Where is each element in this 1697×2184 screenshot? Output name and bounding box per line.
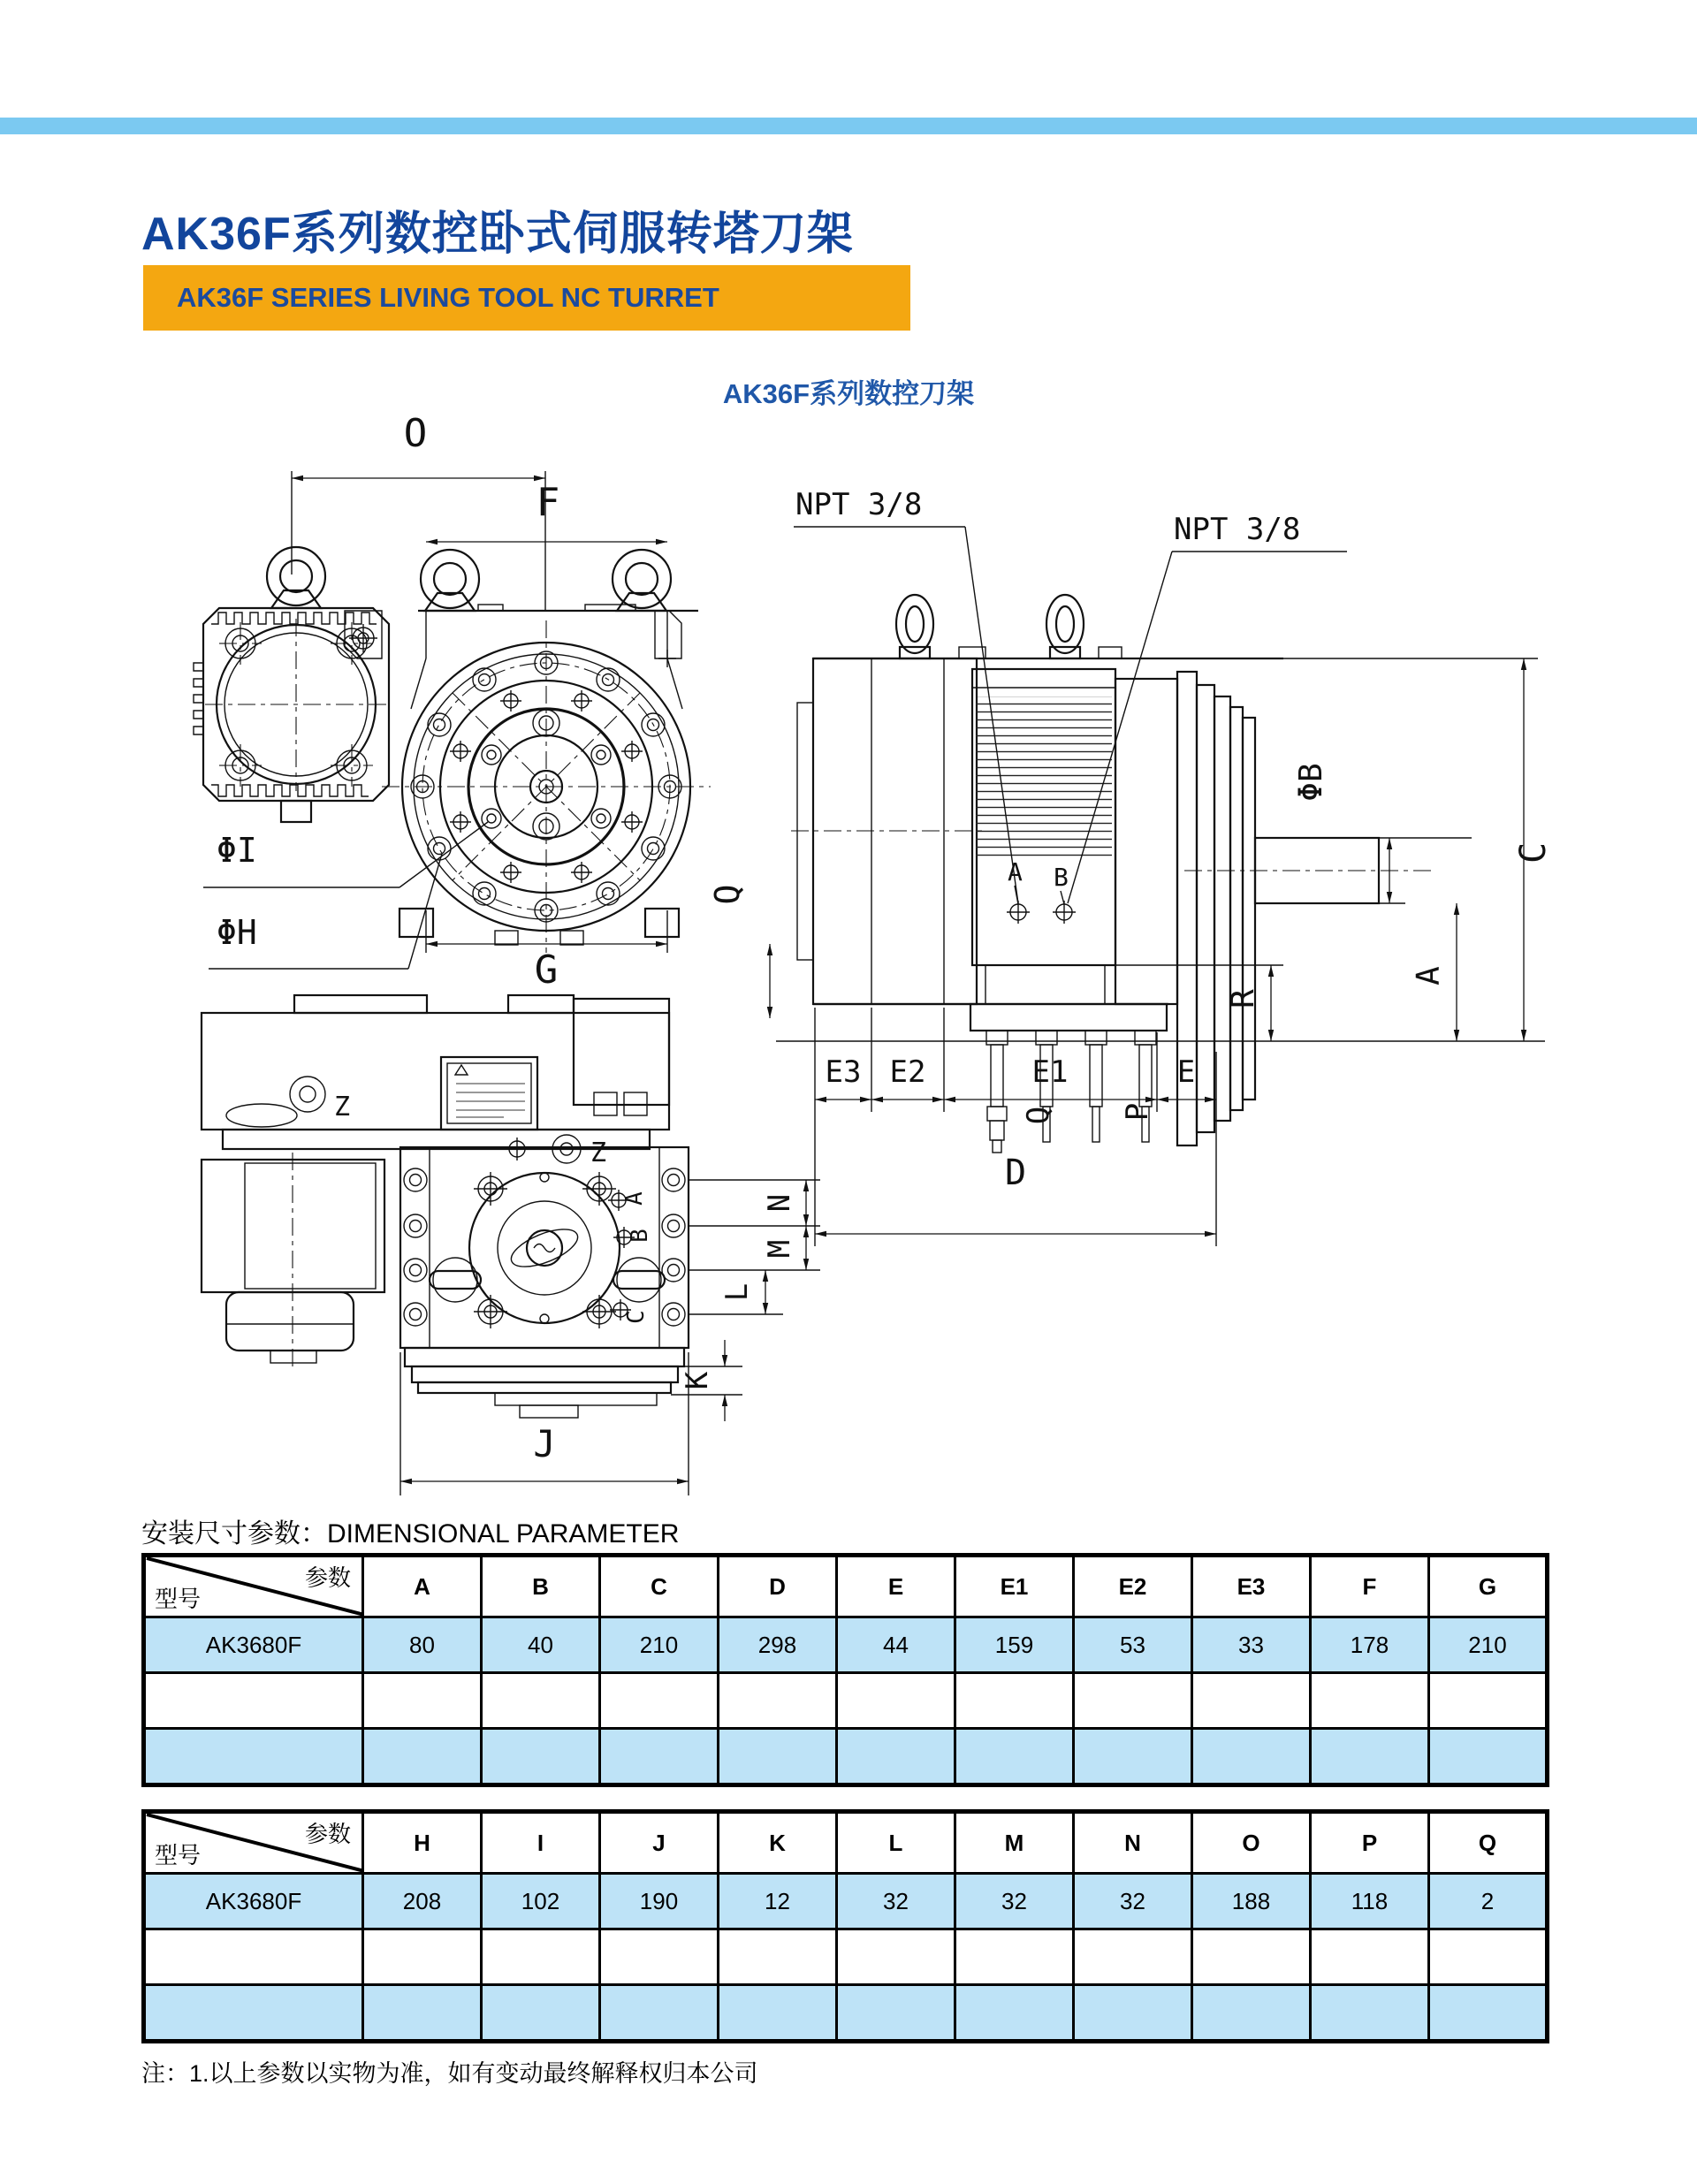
empty-cell: [719, 1729, 837, 1785]
table2-header-row: [144, 1812, 1548, 1874]
table2-col-header: H: [363, 1812, 482, 1874]
table1-header-row: [144, 1556, 1548, 1617]
dim-label-q-side: Q: [1021, 1106, 1056, 1125]
empty-cell: [1429, 1729, 1548, 1785]
value-cell: 298: [719, 1617, 837, 1673]
empty-cell: [837, 1929, 955, 1985]
empty-cell: [1192, 1929, 1311, 1985]
table2-col-header: O: [1192, 1812, 1311, 1874]
section-heading-en: DIMENSIONAL PARAMETER: [327, 1519, 680, 1549]
port-label-c2: C: [623, 1310, 650, 1324]
empty-cell: [144, 1929, 363, 1985]
value-cell: 118: [1311, 1874, 1429, 1929]
empty-cell: [719, 1985, 837, 2042]
dim-label-n: N: [762, 1193, 797, 1213]
table1-col-header: E3: [1192, 1556, 1311, 1617]
empty-cell: [363, 1985, 482, 2042]
empty-cell: [1429, 1985, 1548, 2042]
empty-cell: [1074, 1673, 1192, 1729]
empty-cell: [1311, 1985, 1429, 2042]
table2-col-header: Q: [1429, 1812, 1548, 1874]
corner-label-model: 型号: [155, 1586, 202, 1612]
empty-cell: [482, 1729, 600, 1785]
dim-label-m: M: [762, 1239, 797, 1259]
dim-label-q-front: Q: [708, 884, 747, 905]
page-title: AK36F系列数控卧式伺服转塔刀架: [141, 209, 854, 260]
dim-label-d: D: [1004, 1153, 1027, 1193]
dim-label-c: C: [1513, 841, 1554, 864]
empty-cell: [1429, 1673, 1548, 1729]
corner-label-model: 型号: [155, 1842, 202, 1868]
corner-label-param: 参数: [304, 1821, 351, 1847]
value-cell: 44: [837, 1617, 955, 1673]
table2-corner-cell: [144, 1812, 363, 1874]
table1-col-header: B: [482, 1556, 600, 1617]
dim-label-p: P: [1120, 1102, 1155, 1122]
value-cell: 33: [1192, 1617, 1311, 1673]
empty-cell: [955, 1929, 1074, 1985]
empty-cell: [1311, 1673, 1429, 1729]
section-heading: [141, 1511, 679, 1550]
corner-label-param: 参数: [304, 1564, 351, 1591]
value-cell: 178: [1311, 1617, 1429, 1673]
port-label-b: B: [1054, 863, 1069, 892]
value-cell: 40: [482, 1617, 600, 1673]
empty-cell: [144, 1729, 363, 1785]
value-cell: 80: [363, 1617, 482, 1673]
empty-cell: [837, 1729, 955, 1785]
dimension-table-1: [141, 1553, 1549, 1787]
dim-label-phi-h: ΦH: [217, 913, 257, 952]
empty-cell: [600, 1985, 719, 2042]
value-cell: 210: [1429, 1617, 1548, 1673]
empty-cell: [1192, 1729, 1311, 1785]
empty-cell: [955, 1729, 1074, 1785]
table2-col-header: P: [1311, 1812, 1429, 1874]
value-cell: 102: [482, 1874, 600, 1929]
table1-col-header: C: [600, 1556, 719, 1617]
empty-cell: [600, 1929, 719, 1985]
npt-label-right: NPT 3/8: [1174, 512, 1301, 547]
empty-cell: [837, 1985, 955, 2042]
table1-col-header: F: [1311, 1556, 1429, 1617]
top-accent-bar: [0, 118, 1697, 134]
table1-col-header: E2: [1074, 1556, 1192, 1617]
z-label-1: Z: [334, 1092, 351, 1122]
table1-col-header: D: [719, 1556, 837, 1617]
dim-label-phi-b: ΦB: [1293, 763, 1329, 802]
table1-col-header: E: [837, 1556, 955, 1617]
table2-col-header: L: [837, 1812, 955, 1874]
port-label-b2: B: [627, 1229, 653, 1243]
empty-cell: [1311, 1729, 1429, 1785]
section-heading-cn: 安装尺寸参数：: [141, 1519, 327, 1549]
value-cell: 188: [1192, 1874, 1311, 1929]
empty-cell: [482, 1673, 600, 1729]
table1-data-row: [144, 1617, 1548, 1673]
empty-cell: [1074, 1729, 1192, 1785]
value-cell: 159: [955, 1617, 1074, 1673]
empty-cell: [719, 1673, 837, 1729]
side-view: [770, 487, 1554, 1246]
dim-label-a: A: [1411, 966, 1447, 985]
dim-label-f: F: [536, 480, 560, 525]
port-label-a2: A: [621, 1191, 648, 1206]
value-cell: 190: [600, 1874, 719, 1929]
table2-col-header: N: [1074, 1812, 1192, 1874]
model-cell: AK3680F: [144, 1874, 363, 1929]
empty-cell: [600, 1729, 719, 1785]
dimension-table-2: [141, 1809, 1549, 2043]
empty-cell: [363, 1929, 482, 1985]
empty-cell: [1192, 1985, 1311, 2042]
dim-label-j: J: [533, 1422, 556, 1465]
footnote: 注：1.以上参数以实物为准，如有变动最终解释权归本公司: [141, 2060, 758, 2087]
npt-label-left: NPT 3/8: [795, 487, 923, 522]
value-cell: 32: [837, 1874, 955, 1929]
z-label-2: Z: [590, 1138, 607, 1168]
value-cell: 53: [1074, 1617, 1192, 1673]
series-banner: [143, 265, 910, 331]
dim-label-g: G: [534, 947, 559, 993]
empty-cell: [1429, 1929, 1548, 1985]
table1-corner-cell: [144, 1556, 363, 1617]
value-cell: 2: [1429, 1874, 1548, 1929]
table2-empty-row: [144, 1985, 1548, 2042]
empty-cell: [1311, 1929, 1429, 1985]
dim-label-k: K: [680, 1371, 715, 1390]
empty-cell: [837, 1673, 955, 1729]
dim-label-l: L: [719, 1282, 755, 1302]
front-view: [194, 411, 747, 993]
empty-cell: [363, 1673, 482, 1729]
table2-col-header: J: [600, 1812, 719, 1874]
empty-cell: [719, 1929, 837, 1985]
value-cell: 32: [955, 1874, 1074, 1929]
drawing-subtitle: AK36F系列数控刀架: [722, 378, 975, 409]
port-label-a: A: [1008, 857, 1023, 887]
value-cell: 208: [363, 1874, 482, 1929]
empty-cell: [144, 1985, 363, 2042]
table2-data-row: [144, 1874, 1548, 1929]
empty-cell: [482, 1985, 600, 2042]
empty-cell: [482, 1929, 600, 1985]
empty-cell: [955, 1985, 1074, 2042]
table1-empty-row: [144, 1673, 1548, 1729]
series-banner-text: AK36F SERIES LIVING TOOL NC TURRET: [177, 282, 719, 313]
value-cell: 32: [1074, 1874, 1192, 1929]
empty-cell: [600, 1673, 719, 1729]
table1-col-header: G: [1429, 1556, 1548, 1617]
dim-label-e: E: [1176, 1054, 1196, 1090]
empty-cell: [1192, 1673, 1311, 1729]
bottom-view: [202, 995, 820, 1495]
empty-cell: [1074, 1929, 1192, 1985]
empty-cell: [1074, 1985, 1192, 2042]
dim-label-phi-i: ΦI: [217, 831, 257, 870]
table1-col-header: A: [363, 1556, 482, 1617]
empty-cell: [144, 1673, 363, 1729]
dim-label-e3: E3: [825, 1054, 862, 1090]
table2-col-header: K: [719, 1812, 837, 1874]
table1-empty-row: [144, 1729, 1548, 1785]
empty-cell: [363, 1729, 482, 1785]
empty-cell: [955, 1673, 1074, 1729]
value-cell: 210: [600, 1617, 719, 1673]
technical-drawing: [0, 407, 1697, 1511]
table2-col-header: M: [955, 1812, 1074, 1874]
dim-label-r: R: [1225, 989, 1261, 1008]
model-cell: AK3680F: [144, 1617, 363, 1673]
table2-empty-row: [144, 1929, 1548, 1985]
table2-col-header: I: [482, 1812, 600, 1874]
dim-label-e2: E2: [889, 1054, 926, 1090]
dim-label-e1: E1: [1031, 1054, 1069, 1090]
table1-col-header: E1: [955, 1556, 1074, 1617]
dim-label-o: O: [403, 411, 428, 456]
value-cell: 12: [719, 1874, 837, 1929]
